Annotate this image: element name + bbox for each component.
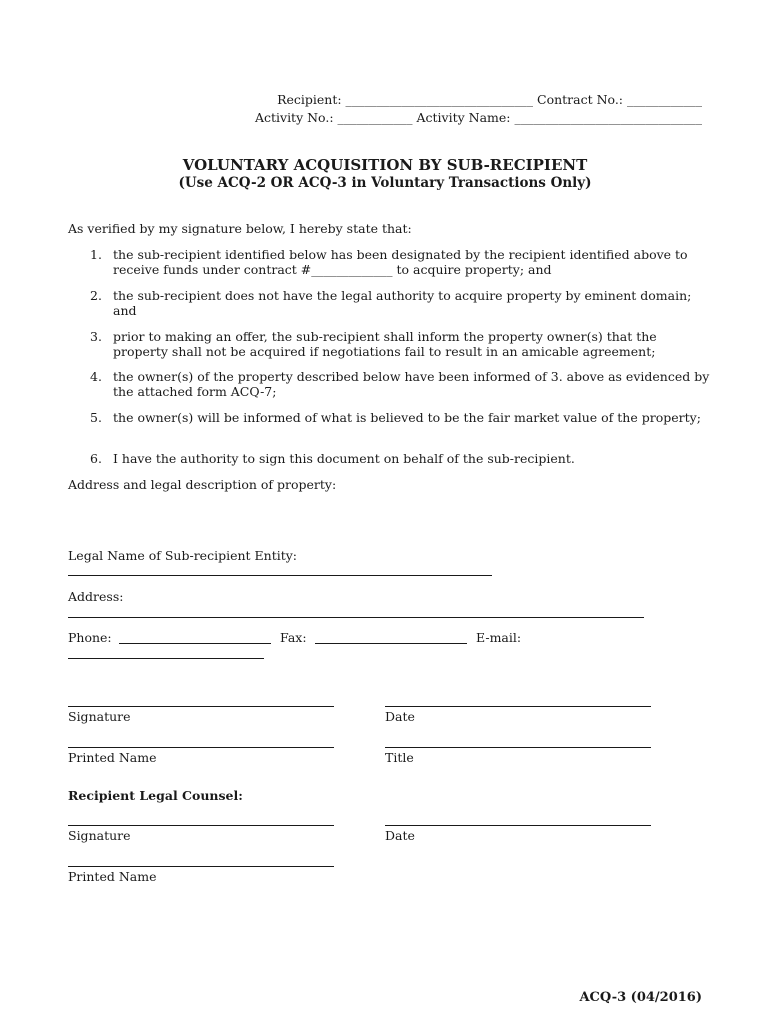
- title-label: Title: [385, 750, 414, 765]
- address-label: Address:: [68, 589, 124, 604]
- date-line[interactable]: [385, 706, 651, 707]
- phone-field[interactable]: [119, 643, 271, 644]
- email-field[interactable]: [68, 658, 264, 659]
- date-label: Date: [385, 709, 415, 724]
- counsel-date-label: Date: [385, 828, 415, 843]
- signature-line[interactable]: [68, 706, 334, 707]
- fax-label: Fax:: [280, 630, 307, 645]
- signature-label: Signature: [68, 709, 131, 724]
- document-subtitle: (Use ACQ-2 OR ACQ-3 in Voluntary Transactions Only): [178, 175, 592, 191]
- fax-field[interactable]: [315, 643, 467, 644]
- property-description-label: Address and legal description of property:: [68, 477, 337, 492]
- printed-name-line[interactable]: [68, 747, 334, 748]
- document-title: VOLUNTARY ACQUISITION BY SUB-RECIPIENT: [182, 156, 588, 174]
- address-field[interactable]: [68, 617, 644, 618]
- legal-counsel-heading: Recipient Legal Counsel:: [68, 788, 243, 803]
- counsel-printed-name-line[interactable]: [68, 866, 334, 867]
- counsel-signature-label: Signature: [68, 828, 131, 843]
- counsel-signature-line[interactable]: [68, 825, 334, 826]
- printed-name-label: Printed Name: [68, 750, 157, 765]
- counsel-date-line[interactable]: [385, 825, 651, 826]
- activity-line: Activity No.: ____________ Activity Name: ______________________________: [254, 110, 702, 125]
- title-line[interactable]: [385, 747, 651, 748]
- form-id: ACQ-3 (04/2016): [579, 990, 702, 1005]
- email-label: E-mail:: [476, 630, 522, 645]
- legal-name-label: Legal Name of Sub-recipient Entity:: [68, 548, 298, 563]
- phone-label: Phone:: [68, 630, 112, 645]
- intro-statement: As verified by my signature below, I hereby state that:: [68, 221, 412, 236]
- recipient-contract-line: Recipient: ______________________________ Contract No.: ____________: [277, 92, 702, 107]
- counsel-printed-name-label: Printed Name: [68, 869, 157, 884]
- legal-name-field[interactable]: [68, 575, 492, 576]
